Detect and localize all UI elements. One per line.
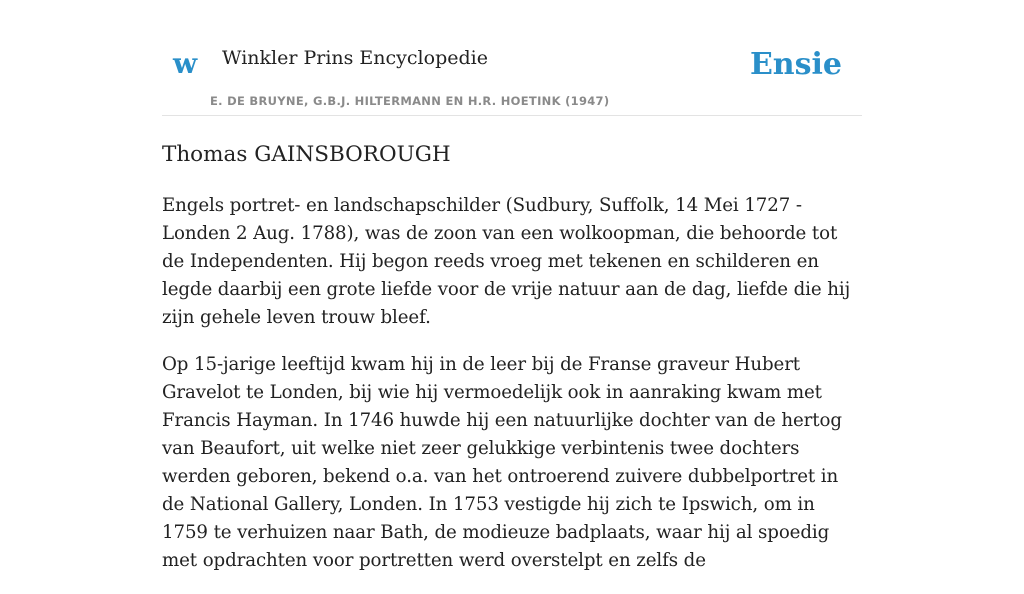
ensie-brand-logo[interactable]: Ensie xyxy=(749,47,842,82)
site-header xyxy=(162,0,862,116)
publication-authors: E. DE BRUYNE, G.B.J. HILTERMANN EN H.R. HOETINK (1947) xyxy=(210,94,610,108)
publication-logo[interactable]: w xyxy=(173,47,198,80)
article-paragraph: Engels portret- en landschapschilder (Sudbury, Suffolk, 14 Mei 1727 - Londen 2 Aug. 1788), was de zoon van een wolkoopman, die behoorde tot de Independenten. Hij begon reeds vroeg met tekenen en schilderen en legde daarbij een grote liefde voor de vrije natuur aan de dag, liefde die hij zijn gehele leven trouw bleef. xyxy=(162,195,851,328)
page-container xyxy=(162,0,862,571)
article-paragraph: Op 15-jarige leeftijd kwam hij in de leer bij de Franse graveur Hubert Gravelot te Londen, bij wie hij vermoedelijk ook in aanraking kwam met Francis Hayman. In 1746 huwde hij een natuurlijke dochter van de hertog van Beaufort, uit welke niet zeer gelukkige verbintenis twee dochters werden geboren, bekend o.a. van het ontroerend zuivere dubbelportret in de National Gallery, Londen. In 1753 vestigde hij zich te Ipswich, om in 1759 te verhuizen naar Bath, de modieuze badplaats, waar hij al spoedig met opdrachten voor portretten werd overstelpt en zelfs de xyxy=(162,354,842,571)
publication-title[interactable]: Winkler Prins Encyclopedie xyxy=(222,47,488,69)
article-body xyxy=(162,192,862,594)
article-title: Thomas GAINSBOROUGH xyxy=(162,142,451,167)
